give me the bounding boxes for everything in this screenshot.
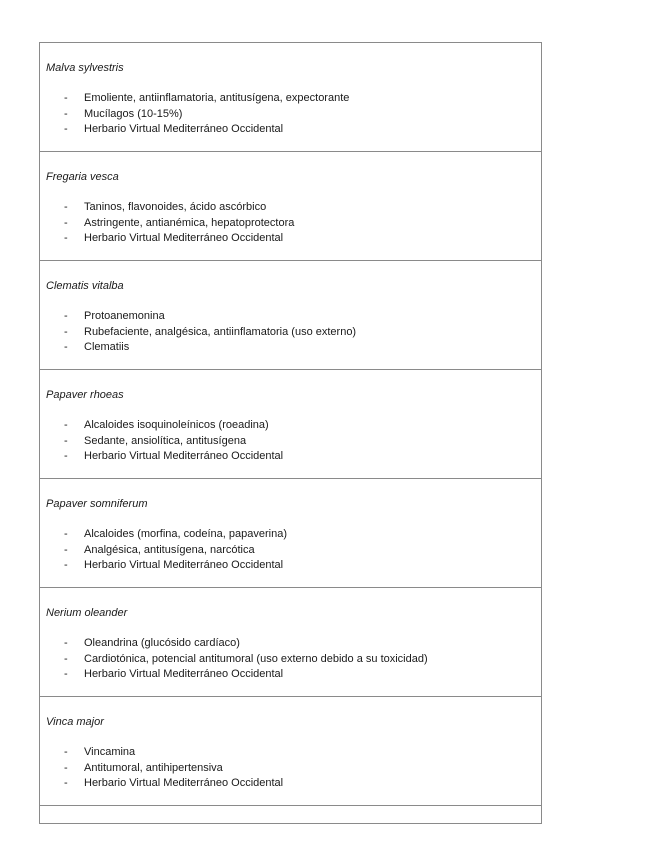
list-item xyxy=(40,309,356,325)
list-item xyxy=(40,200,294,216)
item-text: Herbario Virtual Mediterráneo Occidental xyxy=(84,123,284,135)
list-item xyxy=(40,667,428,683)
bullet-dash: - xyxy=(64,777,68,789)
plant-entry xyxy=(40,479,541,588)
property-list xyxy=(40,745,283,792)
item-text: Protoanemonina xyxy=(84,310,165,322)
list-item xyxy=(40,761,283,777)
list-item xyxy=(40,231,294,247)
item-text: Alcaloides isoquinoleínicos (roeadina) xyxy=(84,419,269,431)
item-text: Mucílagos (10-15%) xyxy=(84,107,183,120)
item-text: Vincamina xyxy=(84,746,136,758)
bullet-dash: - xyxy=(64,637,68,649)
bullet-dash: - xyxy=(64,450,68,462)
item-text: Emoliente, antiinflamatoria, antitusígena, expectorante xyxy=(84,92,350,104)
list-item xyxy=(40,449,283,465)
species-name: Papaver rhoeas xyxy=(46,389,124,401)
bullet-dash: - xyxy=(64,746,68,758)
bullet-dash: - xyxy=(64,310,68,322)
plant-entry xyxy=(40,43,541,152)
item-text: Herbario Virtual Mediterráneo Occidental xyxy=(84,450,284,462)
empty-row xyxy=(40,806,541,824)
bullet-dash: - xyxy=(64,559,68,571)
bullet-dash: - xyxy=(64,216,68,229)
item-text: Herbario Virtual Mediterráneo Occidental xyxy=(84,777,284,789)
item-text: Cardiotónica, potencial antitumoral (uso externo debido a su toxicidad) xyxy=(84,652,428,665)
bullet-dash: - xyxy=(64,543,68,556)
list-item xyxy=(40,527,287,543)
list-item xyxy=(40,418,283,434)
bullet-dash: - xyxy=(64,341,68,353)
list-item xyxy=(40,636,428,652)
species-name: Clematis vitalba xyxy=(46,280,124,292)
bullet-dash: - xyxy=(64,528,68,540)
item-text: Alcaloides (morfina, codeína, papaverina) xyxy=(84,528,288,540)
bullet-dash: - xyxy=(64,201,68,213)
species-name: Vinca major xyxy=(46,716,104,728)
plant-entry xyxy=(40,588,541,697)
property-list xyxy=(40,527,287,574)
list-item xyxy=(40,325,356,341)
list-item xyxy=(40,543,287,559)
list-item xyxy=(40,216,294,232)
species-name: Malva sylvestris xyxy=(46,62,124,74)
item-text: Analgésica, antitusígena, narcótica xyxy=(84,543,255,556)
list-item xyxy=(40,652,428,668)
item-text: Oleandrina (glucósido cardíaco) xyxy=(84,637,240,649)
property-list xyxy=(40,636,428,683)
item-text: Herbario Virtual Mediterráneo Occidental xyxy=(84,668,284,680)
item-text: Astringente, antianémica, hepatoprotectora xyxy=(84,216,295,229)
item-text: Clematiis xyxy=(84,341,130,353)
item-text: Sedante, ansiolítica, antitusígena xyxy=(84,434,247,447)
bullet-dash: - xyxy=(64,325,68,338)
bullet-dash: - xyxy=(64,92,68,104)
plant-table xyxy=(39,42,542,824)
item-text: Taninos, flavonoides, ácido ascórbico xyxy=(84,201,267,213)
property-list xyxy=(40,309,356,356)
plant-entry xyxy=(40,370,541,479)
item-text: Herbario Virtual Mediterráneo Occidental xyxy=(84,232,284,244)
list-item xyxy=(40,91,349,107)
bullet-dash: - xyxy=(64,434,68,447)
species-name: Nerium oleander xyxy=(46,607,128,619)
list-item xyxy=(40,122,349,138)
list-item xyxy=(40,107,349,123)
item-text: Rubefaciente, analgésica, antiinflamatoria (uso externo) xyxy=(84,325,357,338)
plant-entry xyxy=(40,261,541,370)
item-text: Antitumoral, antihipertensiva xyxy=(84,761,223,774)
bullet-dash: - xyxy=(64,107,68,120)
bullet-dash: - xyxy=(64,668,68,680)
property-list xyxy=(40,91,349,138)
bullet-dash: - xyxy=(64,232,68,244)
list-item xyxy=(40,558,287,574)
list-item xyxy=(40,340,356,356)
plant-entry xyxy=(40,697,541,806)
bullet-dash: - xyxy=(64,652,68,665)
property-list xyxy=(40,418,283,465)
bullet-dash: - xyxy=(64,761,68,774)
species-name: Papaver somniferum xyxy=(46,498,148,510)
species-name: Fregaria vesca xyxy=(46,171,119,183)
property-list xyxy=(40,200,294,247)
item-text: Herbario Virtual Mediterráneo Occidental xyxy=(84,559,284,571)
list-item xyxy=(40,776,283,792)
plant-entry xyxy=(40,152,541,261)
bullet-dash: - xyxy=(64,419,68,431)
list-item xyxy=(40,745,283,761)
list-item xyxy=(40,434,283,450)
bullet-dash: - xyxy=(64,123,68,135)
